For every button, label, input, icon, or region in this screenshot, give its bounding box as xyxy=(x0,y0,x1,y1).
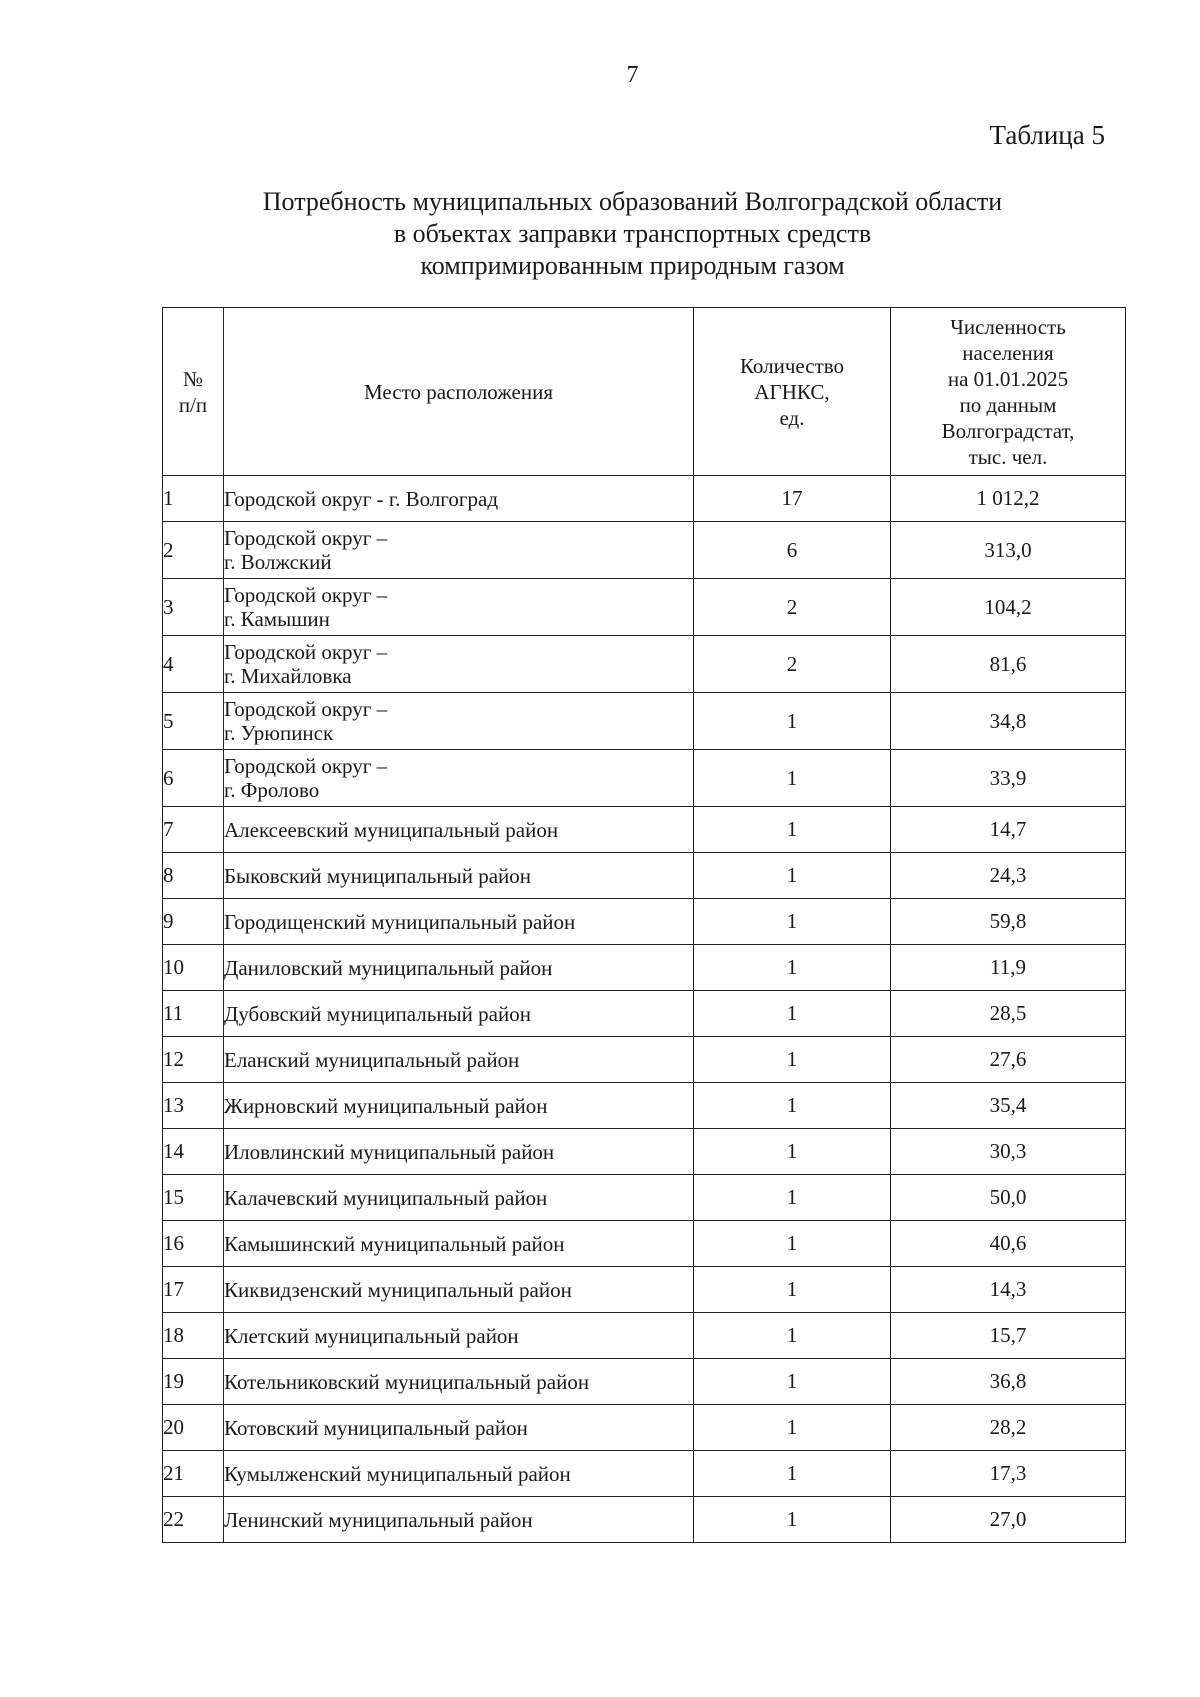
row-population: 1 012,2 xyxy=(891,476,1126,522)
row-place xyxy=(224,1129,694,1175)
row-station-count: 1 xyxy=(694,1359,891,1405)
place-line: Городской округ – xyxy=(224,754,388,778)
header-line: № xyxy=(182,366,204,391)
row-number: 22 xyxy=(163,1497,224,1543)
row-population: 40,6 xyxy=(891,1221,1126,1267)
title-line: Потребность муниципальных образований Волгоградской области xyxy=(262,187,1003,216)
place-line: Городской округ - г. Волгоград xyxy=(224,486,499,511)
row-place xyxy=(224,807,694,853)
row-place xyxy=(224,853,694,899)
table-header-row xyxy=(163,308,1126,476)
row-station-count: 2 xyxy=(694,579,891,636)
row-number: 10 xyxy=(163,945,224,991)
row-population: 36,8 xyxy=(891,1359,1126,1405)
row-station-count: 1 xyxy=(694,853,891,899)
row-population: 14,7 xyxy=(891,807,1126,853)
row-place xyxy=(224,1497,694,1543)
table-row xyxy=(163,1129,1126,1175)
place-line: Клетский муниципальный район xyxy=(224,1323,519,1348)
row-population: 30,3 xyxy=(891,1129,1126,1175)
row-population: 14,3 xyxy=(891,1267,1126,1313)
header-population xyxy=(891,308,1126,476)
row-number: 15 xyxy=(163,1175,224,1221)
place-line: Кумылженский муниципальный район xyxy=(224,1461,571,1486)
header-place xyxy=(224,308,694,476)
row-number: 4 xyxy=(163,636,224,693)
row-number: 18 xyxy=(163,1313,224,1359)
row-number: 8 xyxy=(163,853,224,899)
place-line: Дубовский муниципальный район xyxy=(224,1001,531,1026)
row-number: 13 xyxy=(163,1083,224,1129)
row-place xyxy=(224,1267,694,1313)
row-place xyxy=(224,1313,694,1359)
table-row xyxy=(163,1497,1126,1543)
row-number: 3 xyxy=(163,579,224,636)
row-population: 104,2 xyxy=(891,579,1126,636)
row-population: 28,5 xyxy=(891,991,1126,1037)
row-number: 12 xyxy=(163,1037,224,1083)
table-row xyxy=(163,1405,1126,1451)
row-population: 34,8 xyxy=(891,693,1126,750)
row-population: 27,6 xyxy=(891,1037,1126,1083)
row-number: 7 xyxy=(163,807,224,853)
row-station-count: 1 xyxy=(694,1175,891,1221)
gas-station-needs-table xyxy=(162,307,1126,1543)
document-title xyxy=(0,186,1200,282)
table-row xyxy=(163,991,1126,1037)
row-station-count: 1 xyxy=(694,1313,891,1359)
place-line: Иловлинский муниципальный район xyxy=(224,1139,555,1164)
row-population: 11,9 xyxy=(891,945,1126,991)
row-station-count: 6 xyxy=(694,522,891,579)
row-population: 50,0 xyxy=(891,1175,1126,1221)
row-population: 15,7 xyxy=(891,1313,1126,1359)
table-row xyxy=(163,1267,1126,1313)
row-place xyxy=(224,945,694,991)
row-place xyxy=(224,693,694,750)
row-station-count: 1 xyxy=(694,693,891,750)
row-population: 59,8 xyxy=(891,899,1126,945)
row-station-count: 1 xyxy=(694,807,891,853)
table-row xyxy=(163,636,1126,693)
header-line: на 01.01.2025 xyxy=(947,366,1069,391)
row-place xyxy=(224,636,694,693)
row-number: 16 xyxy=(163,1221,224,1267)
place-line: г. Волжский xyxy=(224,550,332,574)
title-line: компримированным природным газом xyxy=(420,251,845,280)
row-station-count: 1 xyxy=(694,1405,891,1451)
page-number: 7 xyxy=(626,62,639,88)
row-place xyxy=(224,476,694,522)
row-number: 17 xyxy=(163,1267,224,1313)
place-line: Камышинский муниципальный район xyxy=(224,1231,565,1256)
place-line: Котельниковский муниципальный район xyxy=(224,1369,590,1394)
table-label: Таблица 5 xyxy=(989,120,1105,150)
header-line: Место расположения xyxy=(364,379,553,404)
row-station-count: 2 xyxy=(694,636,891,693)
table-row xyxy=(163,1451,1126,1497)
table-row xyxy=(163,807,1126,853)
table-row xyxy=(163,1175,1126,1221)
place-line: г. Фролово xyxy=(224,778,320,802)
row-number: 9 xyxy=(163,899,224,945)
row-population: 313,0 xyxy=(891,522,1126,579)
row-number: 11 xyxy=(163,991,224,1037)
header-line: ед. xyxy=(779,405,805,430)
row-station-count: 1 xyxy=(694,991,891,1037)
row-place xyxy=(224,579,694,636)
place-line: Городской округ – xyxy=(224,526,388,550)
row-number: 2 xyxy=(163,522,224,579)
row-station-count: 1 xyxy=(694,1451,891,1497)
place-line: Городищенский муниципальный район xyxy=(224,909,576,934)
row-population: 17,3 xyxy=(891,1451,1126,1497)
row-place xyxy=(224,750,694,807)
header-line: по данным xyxy=(959,392,1057,417)
header-count xyxy=(694,308,891,476)
place-line: Городской округ – xyxy=(224,640,388,664)
place-line: Киквидзенский муниципальный район xyxy=(224,1277,572,1302)
row-place xyxy=(224,522,694,579)
row-station-count: 1 xyxy=(694,1497,891,1543)
row-number: 20 xyxy=(163,1405,224,1451)
row-station-count: 1 xyxy=(694,750,891,807)
table-body xyxy=(163,476,1126,1543)
header-line: населения xyxy=(962,340,1054,365)
row-place xyxy=(224,1083,694,1129)
row-station-count: 1 xyxy=(694,1083,891,1129)
row-population: 27,0 xyxy=(891,1497,1126,1543)
table-row xyxy=(163,1313,1126,1359)
header-line: Численность xyxy=(950,314,1066,339)
title-line: в объектах заправки транспортных средств xyxy=(393,219,872,248)
row-station-count: 1 xyxy=(694,945,891,991)
row-place xyxy=(224,899,694,945)
place-line: Быковский муниципальный район xyxy=(224,863,532,888)
row-place xyxy=(224,1037,694,1083)
row-number: 21 xyxy=(163,1451,224,1497)
header-line: Количество xyxy=(739,353,845,378)
header-line: АГНКС, xyxy=(754,379,830,404)
row-station-count: 1 xyxy=(694,1037,891,1083)
row-station-count: 1 xyxy=(694,899,891,945)
row-place xyxy=(224,1175,694,1221)
row-number: 6 xyxy=(163,750,224,807)
place-line: Калачевский муниципальный район xyxy=(224,1185,548,1210)
table-row xyxy=(163,1359,1126,1405)
table-row xyxy=(163,693,1126,750)
table-row xyxy=(163,1221,1126,1267)
table-row xyxy=(163,750,1126,807)
row-station-count: 17 xyxy=(694,476,891,522)
row-station-count: 1 xyxy=(694,1129,891,1175)
header-line: Волгоградстат, xyxy=(941,418,1075,443)
place-line: Алексеевский муниципальный район xyxy=(224,817,559,842)
row-number: 19 xyxy=(163,1359,224,1405)
row-place xyxy=(224,1221,694,1267)
place-line: Жирновский муниципальный район xyxy=(224,1093,548,1118)
row-place xyxy=(224,1405,694,1451)
row-population: 81,6 xyxy=(891,636,1126,693)
row-number: 14 xyxy=(163,1129,224,1175)
table-row xyxy=(163,853,1126,899)
place-line: г. Михайловка xyxy=(224,664,352,688)
row-number: 1 xyxy=(163,476,224,522)
table-row xyxy=(163,522,1126,579)
row-place xyxy=(224,1451,694,1497)
row-population: 24,3 xyxy=(891,853,1126,899)
row-population: 33,9 xyxy=(891,750,1126,807)
row-number: 5 xyxy=(163,693,224,750)
row-place xyxy=(224,1359,694,1405)
row-station-count: 1 xyxy=(694,1221,891,1267)
row-place xyxy=(224,991,694,1037)
place-line: г. Камышин xyxy=(224,607,330,631)
table-row xyxy=(163,899,1126,945)
row-population: 35,4 xyxy=(891,1083,1126,1129)
table-row xyxy=(163,945,1126,991)
place-line: Котовский муниципальный район xyxy=(224,1415,528,1440)
place-line: г. Урюпинск xyxy=(224,721,334,745)
row-population: 28,2 xyxy=(891,1405,1126,1451)
place-line: Городской округ – xyxy=(224,697,388,721)
row-station-count: 1 xyxy=(694,1267,891,1313)
place-line: Ленинский муниципальный район xyxy=(224,1507,533,1532)
table-row xyxy=(163,579,1126,636)
table-row xyxy=(163,476,1126,522)
header-line: тыс. чел. xyxy=(968,444,1048,469)
table-row xyxy=(163,1037,1126,1083)
place-line: Еланский муниципальный район xyxy=(224,1047,520,1072)
place-line: Даниловский муниципальный район xyxy=(224,955,553,980)
place-line: Городской округ – xyxy=(224,583,388,607)
header-number xyxy=(163,308,224,476)
header-line: п/п xyxy=(178,392,208,417)
table-row xyxy=(163,1083,1126,1129)
